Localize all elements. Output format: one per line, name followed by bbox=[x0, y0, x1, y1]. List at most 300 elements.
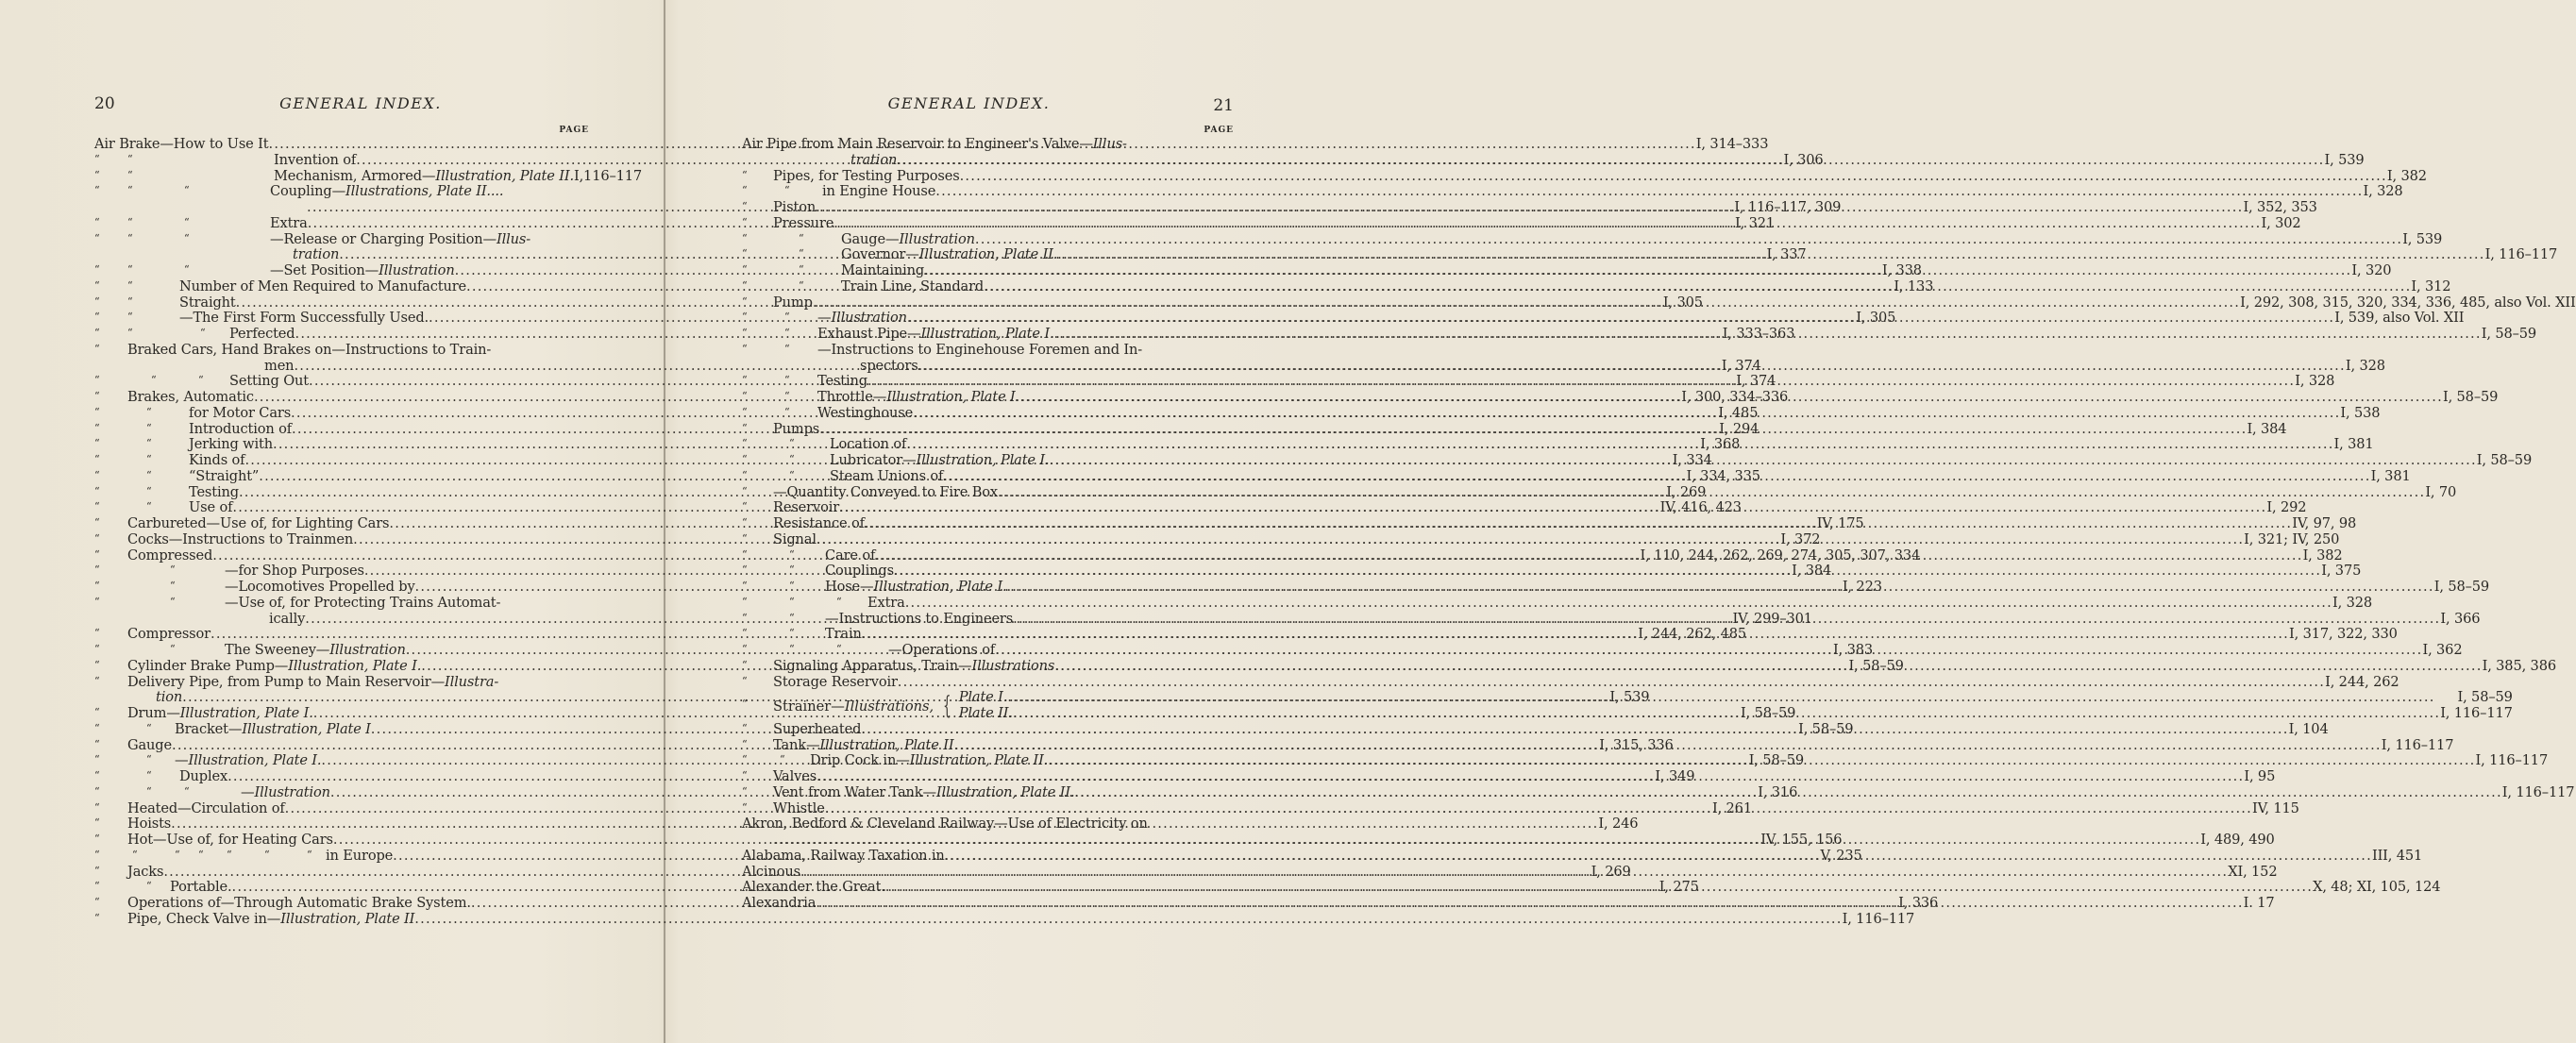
entry-text: Heated—Circulation of bbox=[127, 799, 285, 816]
entry-text: Akron, Bedford & Cleveland Railway—Use of Electricity on bbox=[742, 816, 1148, 833]
entry-italic-text: Illustration, Plate I bbox=[886, 389, 1016, 405]
entry-heading bbox=[742, 153, 897, 169]
page-reference: I, 485 bbox=[1718, 404, 1759, 421]
dot-leader bbox=[800, 865, 2228, 881]
entry-text: Signaling Apparatus, Train— bbox=[773, 657, 972, 674]
page-reference: I, 244, 262, 485 bbox=[1638, 626, 1747, 643]
entry-heading: “ “ Hose—Illustration, Plate I. bbox=[742, 579, 1007, 595]
entry-text: Train Line, Standard bbox=[841, 278, 985, 294]
entry-heading: “ “ Throttle—Illustration, Plate I bbox=[742, 389, 1016, 405]
entry-heading: “ Carbureted—Use of, for Lighting Cars bbox=[94, 515, 390, 531]
dot-leader bbox=[924, 263, 2351, 279]
page-reference: I, 384 bbox=[1792, 563, 1832, 580]
running-head: GENERAL INDEX. bbox=[887, 94, 1051, 112]
entry-text: Delivery Pipe, from Pump to Main Reservoir— bbox=[127, 673, 446, 690]
dot-leader bbox=[865, 516, 2292, 532]
entry-italic-text: tion bbox=[156, 689, 183, 706]
entry-heading: “ Pressure bbox=[742, 214, 834, 231]
entry-text: —Locomotives Propelled by bbox=[225, 579, 415, 595]
entry-heading: “ “ “ —Release or Charging Position—Illus- bbox=[94, 230, 531, 247]
dot-leader bbox=[1013, 612, 2440, 628]
dot-leader bbox=[861, 722, 2288, 738]
page-reference: I, 261 bbox=[1711, 799, 1752, 816]
dot-leader bbox=[817, 532, 2244, 548]
index-entry bbox=[94, 167, 643, 185]
entry-italic-text: Illustrations, bbox=[844, 698, 934, 715]
entry-text: Pipe, Check Valve in— bbox=[127, 910, 281, 927]
page-reference: I, 58–59 bbox=[2481, 326, 2537, 342]
entry-text: Coupling— bbox=[270, 183, 346, 200]
entry-text: Valves bbox=[773, 768, 817, 784]
entry-text: —Release or Charging Position— bbox=[270, 230, 497, 247]
entry-heading bbox=[742, 359, 918, 375]
entry-heading: “ Compressor bbox=[94, 626, 210, 643]
entry-heading: “ Compressed bbox=[94, 547, 213, 564]
entry-heading: “ “ Location of bbox=[742, 436, 907, 453]
entry-heading bbox=[94, 247, 339, 263]
page-reference: I, 539 bbox=[1609, 689, 1650, 706]
entry-heading: “ Gauge bbox=[94, 736, 172, 753]
page-reference: I, 116–117 bbox=[2475, 752, 2549, 769]
page-reference: I, 539 bbox=[2324, 151, 2365, 168]
entry-heading bbox=[742, 896, 816, 912]
entry-text: Gauge bbox=[127, 736, 172, 753]
index-entry bbox=[94, 184, 589, 200]
entry-heading: “ “ Use of bbox=[94, 499, 233, 516]
entry-text: Hose— bbox=[825, 579, 874, 595]
page-reference: IV, 115 bbox=[2251, 799, 2299, 816]
dot-leader bbox=[998, 485, 2425, 501]
entry-heading: “ “ “Straight” bbox=[94, 467, 260, 484]
entry-text: Location of bbox=[830, 436, 907, 453]
dot-leader bbox=[975, 232, 2402, 248]
entry-italic-text: Illustration bbox=[831, 310, 907, 327]
entry-heading: “ “ Train Line, Standard bbox=[742, 278, 985, 294]
entry-text: Alcinous bbox=[742, 863, 800, 880]
dot-leader bbox=[995, 643, 2422, 659]
entry-text: Pump bbox=[773, 294, 813, 311]
page-reference: I, 116–117, 309 bbox=[1734, 199, 1842, 215]
dot-leader bbox=[833, 216, 2261, 232]
entry-italic-text: Plate I. bbox=[958, 689, 1008, 706]
page-reference: I, 116–117 bbox=[2440, 705, 2513, 721]
sub-entry-label bbox=[959, 690, 1008, 706]
entry-text: Resistance of bbox=[773, 515, 865, 531]
page-reference: I, 292 bbox=[2266, 499, 2307, 516]
entry-heading: “ “ Mechanism, Armored—Illustration, Plate II. bbox=[94, 167, 574, 184]
entry-text: Testing bbox=[817, 373, 867, 390]
entry-heading: “ “ Governor—Illustration, Plate II. bbox=[742, 246, 1058, 263]
entry-text: —Quantity Conveyed to Fire Box bbox=[773, 483, 999, 500]
page-reference: I, 292, 308, 315, 320, 334, 336, 485, also Vol. XII bbox=[2240, 294, 2576, 311]
entry-heading: “ Operations of—Through Automatic Brake System. bbox=[94, 895, 471, 911]
dot-leader bbox=[817, 769, 2244, 785]
dot-leader bbox=[906, 437, 2333, 453]
entry-heading: “ “ “ —Set Position—Illustration bbox=[94, 262, 455, 278]
page-reference: I, 334 bbox=[1672, 452, 1712, 468]
entry-italic-text: Illustration, Plate I. bbox=[188, 752, 322, 769]
page-reference: I, 381 bbox=[2333, 436, 2374, 453]
entry-heading: “ Hot—Use of, for Heating Cars bbox=[94, 832, 333, 848]
entry-text: The Sweeney— bbox=[225, 642, 330, 658]
entry-italic-text: Illustration, Plate I. bbox=[179, 705, 313, 721]
dot-leader bbox=[816, 200, 2243, 216]
entry-italic-text: Illus- bbox=[1092, 136, 1127, 152]
entry-text: Strainer— bbox=[773, 698, 845, 715]
index-entry bbox=[742, 167, 2427, 185]
dot-leader bbox=[935, 184, 2363, 200]
dot-leader bbox=[905, 596, 2332, 612]
page-reference: I, 352, 353 bbox=[2243, 199, 2317, 215]
entry-text: — bbox=[241, 783, 255, 800]
entry-text: Governor— bbox=[841, 246, 919, 263]
entry-heading: “ “ Couplings bbox=[742, 563, 894, 580]
entry-text: Maintaining bbox=[841, 262, 925, 278]
page-reference: I, 305 bbox=[1856, 310, 1896, 327]
entry-text: Tank— bbox=[773, 736, 820, 753]
entry-text: Straight bbox=[179, 294, 236, 311]
entry-text: Throttle— bbox=[817, 389, 887, 405]
index-entry bbox=[94, 596, 589, 612]
entry-text: Westinghouse bbox=[817, 404, 914, 421]
entry-text: Extra bbox=[270, 214, 308, 231]
entry-heading: “ “ The Sweeney—Illustration bbox=[94, 642, 406, 658]
entry-heading: “ “ Westinghouse bbox=[742, 404, 914, 421]
entry-italic-text: tration bbox=[850, 151, 898, 168]
entry-heading bbox=[742, 865, 800, 881]
page-reference: I, 539 bbox=[2402, 230, 2443, 247]
entry-heading: “ Delivery Pipe, from Pump to Main Reservoir—Illustra- bbox=[94, 673, 499, 690]
entry-heading: “ Signaling Apparatus, Train—Illustrations bbox=[742, 657, 1055, 674]
page-reference: I, 58–59 bbox=[1798, 720, 1854, 737]
page-reference: I, 384 bbox=[2247, 420, 2287, 437]
page-reference: I, 385, 386 bbox=[2482, 657, 2556, 674]
entry-italic-text: Illustration, Plate II. bbox=[918, 246, 1058, 263]
entry-heading: “ Whistle bbox=[742, 799, 825, 816]
entry-heading: “ “ Straight bbox=[94, 294, 236, 311]
entry-heading: “ “ “ Coupling—Illustrations, Plate II.... bbox=[94, 183, 504, 200]
entry-italic-text: Illustration, Plate I bbox=[242, 720, 371, 737]
entry-text: Bracket— bbox=[175, 720, 243, 737]
entry-heading: “ Tank—Illustration, Plate II bbox=[742, 736, 954, 753]
page-reference: I, 110, 244, 262, 269, 274, 305, 307, 334 bbox=[1640, 547, 1921, 564]
page-reference: I, 489, 490 bbox=[2200, 832, 2275, 848]
page-reference: III, 451 bbox=[2371, 847, 2423, 864]
entry-text: —Set Position— bbox=[270, 262, 379, 278]
page-reference: I, 317, 322, 330 bbox=[2289, 626, 2398, 643]
entry-italic-text: Illustration, Plate II. bbox=[909, 752, 1049, 769]
page-reference: I, 374 bbox=[1736, 373, 1776, 390]
dot-leader bbox=[1006, 580, 2433, 596]
page-reference: I, 315, 336 bbox=[1599, 736, 1674, 753]
entry-text: — bbox=[817, 310, 832, 327]
entry-heading bbox=[742, 880, 885, 896]
entry-heading: “ “ Lubricator—Illustration, Plate I. bbox=[742, 452, 1050, 468]
entry-text: Reservoir bbox=[773, 499, 840, 516]
dot-leader bbox=[913, 406, 2340, 422]
entry-text: —Use of, for Protecting Trains Automat- bbox=[225, 594, 501, 611]
page-reference: I, 328 bbox=[2332, 594, 2372, 611]
entry-heading: “ “ —Instructions to Enginehouse Foremen and In- bbox=[742, 341, 1143, 358]
page-reference: I, 368 bbox=[1700, 436, 1741, 453]
page-reference: XI, 152 bbox=[2228, 863, 2278, 880]
index-entry bbox=[742, 594, 2372, 612]
page-column-label: PAGE bbox=[559, 126, 589, 135]
entry-text: Compressor bbox=[127, 626, 210, 643]
entry-text: in Europe bbox=[326, 847, 394, 864]
entry-heading: “ Braked Cars, Hand Brakes on—Instructions to Train- bbox=[94, 341, 492, 358]
entry-heading bbox=[742, 137, 1127, 153]
index-entry bbox=[94, 343, 589, 359]
page-reference: I, 366 bbox=[2440, 610, 2481, 627]
entry-heading: “ Jacks bbox=[94, 863, 164, 880]
entry-text: Alabama, Railway Taxation in bbox=[742, 847, 945, 864]
dot-leader bbox=[1057, 247, 2484, 263]
entry-text: Piston bbox=[773, 199, 817, 215]
entry-heading: “ “ “ Extra bbox=[94, 214, 308, 231]
entry-text: Introduction of bbox=[189, 420, 292, 437]
entry-text: Jerking with bbox=[189, 436, 273, 453]
entry-text: Lubricator— bbox=[830, 452, 917, 468]
entry-text: Pipes, for Testing Purposes bbox=[773, 167, 960, 184]
page-reference: I, 333–363 bbox=[1722, 326, 1795, 342]
entry-italic-text: Illustration bbox=[899, 230, 975, 247]
page-reference: I, 294 bbox=[1719, 420, 1759, 437]
entry-italic-text: Illustration, Plate I. bbox=[873, 579, 1007, 595]
entry-italic-text: tration bbox=[293, 246, 340, 263]
entry-heading: “ “ Kinds of bbox=[94, 452, 245, 468]
page-reference: I, 269 bbox=[1666, 483, 1707, 500]
entry-italic-text: Illustration, Plate II. bbox=[435, 167, 574, 184]
entry-heading: “ Pumps bbox=[742, 420, 820, 437]
page-reference: I, 312 bbox=[2411, 278, 2451, 294]
page-reference: I, 336 bbox=[1898, 895, 1939, 911]
entry-heading: “ Pipes, for Testing Purposes bbox=[742, 167, 960, 184]
dot-leader bbox=[898, 675, 2325, 691]
index-entry bbox=[742, 673, 2399, 691]
page-reference: I, 269 bbox=[1591, 863, 1631, 880]
entry-italic-text: Illustration, Plate II bbox=[819, 736, 954, 753]
index-entry bbox=[742, 816, 1234, 833]
entry-italic-text: Illustrations bbox=[971, 657, 1055, 674]
entry-text: Braked Cars, Hand Brakes on—Instructions to Train- bbox=[127, 341, 492, 358]
dot-leader bbox=[1013, 706, 2440, 722]
page-reference: IV, 299–301 bbox=[1732, 610, 1812, 627]
entry-text: Alexander the Great. bbox=[742, 879, 885, 896]
entry-text: Jacks bbox=[127, 863, 164, 880]
entry-text: Superheated bbox=[773, 720, 862, 737]
entry-heading: “ “ Care of bbox=[742, 547, 876, 564]
entry-text: Setting Out bbox=[229, 373, 309, 390]
page-reference: I, 320 bbox=[2351, 262, 2392, 278]
dot-leader bbox=[1053, 327, 2481, 343]
entry-heading: “ “ “ “ “ “ “ in Europe bbox=[94, 847, 394, 864]
dot-leader bbox=[1048, 753, 2475, 769]
index-entry bbox=[94, 910, 1915, 928]
dot-leader bbox=[825, 801, 2252, 817]
entry-text: Operations of—Through Automatic Brake System. bbox=[127, 895, 471, 911]
dot-leader bbox=[816, 896, 2243, 912]
entry-heading: “ “ Introduction of bbox=[94, 420, 292, 437]
entry-text: Alexandria bbox=[742, 895, 817, 911]
entry-italic-text: Illustrations, Plate II.... bbox=[345, 183, 504, 200]
sub-entry-label bbox=[959, 706, 1013, 722]
page-reference: I. 17 bbox=[2243, 895, 2275, 911]
entry-heading: “ Drum—Illustration, Plate I. bbox=[94, 705, 313, 721]
entry-heading: “ “ Testing bbox=[742, 373, 867, 390]
page-reference: I, 244, 262 bbox=[2325, 673, 2399, 690]
page-reference: I, 539, also Vol. XII bbox=[2334, 310, 2465, 327]
entry-heading: “ “ “ —Operations of bbox=[742, 642, 996, 658]
entry-text: spectors bbox=[860, 357, 918, 374]
page-reference: X, 48; XI, 105, 124 bbox=[2313, 879, 2441, 896]
entry-italic-text: Illustration, Plate I. bbox=[916, 452, 1050, 468]
page-number: 20 bbox=[94, 94, 115, 113]
page-reference: I, 382 bbox=[2386, 167, 2427, 184]
page-reference: I, 275 bbox=[1658, 879, 1699, 896]
dot-leader bbox=[897, 153, 2324, 169]
entry-text: Carbureted—Use of, for Lighting Cars bbox=[127, 515, 390, 531]
dot-leader bbox=[867, 374, 2295, 390]
entry-text: “Straight” bbox=[189, 467, 260, 484]
entry-heading bbox=[742, 849, 945, 865]
entry-italic-text: Illustration, Plate II. bbox=[935, 783, 1075, 800]
page-reference: I, 328 bbox=[2295, 373, 2335, 390]
entry-heading: “ “ “ —Illustration bbox=[94, 783, 330, 800]
entry-heading: “ “ Train bbox=[742, 626, 862, 643]
entry-heading: “ “ Exhaust Pipe—Illustration, Plate I. bbox=[742, 326, 1054, 342]
entry-heading: “ “ Gauge—Illustration bbox=[742, 230, 975, 247]
entry-text: Cocks—Instructions to Trainmen bbox=[127, 530, 354, 547]
entry-heading bbox=[742, 816, 1148, 833]
page-reference: I, 375 bbox=[2321, 563, 2362, 580]
entry-text: for Motor Cars bbox=[189, 404, 292, 421]
entry-text: Couplings bbox=[825, 563, 894, 580]
entry-text: — bbox=[175, 752, 189, 769]
page-reference: I, 302 bbox=[2261, 214, 2301, 231]
sub-entries bbox=[959, 690, 2513, 722]
entry-text: —Instructions to Enginehouse Foremen and In- bbox=[817, 341, 1143, 358]
page-reference: I, 95 bbox=[2244, 768, 2276, 784]
entry-italic-text: Plate II. bbox=[958, 705, 1013, 721]
page-reference: I, 316 bbox=[1758, 783, 1798, 800]
page-number: 21 bbox=[1213, 96, 1234, 115]
page-reference: I, 362 bbox=[2422, 642, 2463, 658]
entry-text: Pumps bbox=[773, 420, 820, 437]
page-column-label: PAGE bbox=[1204, 126, 1234, 135]
entry-text: —Operations of bbox=[888, 642, 996, 658]
page-reference: I, 116–117 bbox=[2501, 783, 2575, 800]
entry-heading: “ Pump bbox=[742, 294, 813, 311]
entry-text: Drum— bbox=[127, 705, 180, 721]
page-reference: I, 104 bbox=[2288, 720, 2329, 737]
entry-heading: “ “ Duplex bbox=[94, 768, 228, 784]
entry-text: Brakes, Automatic bbox=[127, 389, 254, 405]
entry-italic-text: Illustration, Plate I. bbox=[920, 326, 1054, 342]
entry-heading: “ Piston bbox=[742, 199, 817, 215]
page-reference: I, 314–333 bbox=[1695, 136, 1769, 152]
dot-leader bbox=[1007, 690, 2457, 706]
page-reference: I, 116–117 bbox=[2381, 736, 2454, 753]
dot-leader bbox=[953, 738, 2381, 754]
entry-heading bbox=[94, 690, 182, 706]
entry-text: Portable. bbox=[170, 879, 232, 896]
page-reference: I, 338 bbox=[1881, 262, 1922, 278]
entry-text: Perfected bbox=[229, 326, 295, 342]
entry-heading: “ Reservoir bbox=[742, 499, 840, 516]
entry-italic-text: Illustration, Plate I. bbox=[288, 657, 422, 674]
page-reference: IV, 175 bbox=[1816, 515, 1864, 531]
entry-text: Hoists bbox=[127, 816, 172, 833]
entry-text: —Instructions to Engineers bbox=[825, 610, 1014, 627]
page-reference: I, 58–59 bbox=[2433, 579, 2490, 595]
entry-heading bbox=[94, 612, 305, 628]
entry-text: —for Shop Purposes bbox=[225, 563, 364, 580]
index-entry bbox=[94, 675, 589, 691]
entry-text: in Engine House bbox=[822, 183, 936, 200]
dot-leader bbox=[984, 279, 2411, 295]
dot-leader bbox=[1016, 390, 2443, 406]
index-entry bbox=[742, 230, 2443, 248]
page-reference: I, 321 bbox=[1734, 214, 1775, 231]
entry-text: —The First Form Successfully Used. bbox=[179, 310, 429, 327]
page-reference: I, 321; IV, 250 bbox=[2244, 530, 2340, 547]
page-reference: I, 538 bbox=[2340, 404, 2381, 421]
entry-text: Vent from Water Tank— bbox=[773, 783, 936, 800]
dot-leader bbox=[960, 169, 2387, 185]
sub-entry bbox=[959, 706, 2513, 722]
entry-text: Kinds of bbox=[189, 452, 245, 468]
entry-heading: “ Strainer—Illustrations, bbox=[742, 697, 934, 715]
entry-text: Invention of bbox=[274, 151, 357, 168]
entry-text: Signal bbox=[773, 530, 817, 547]
dot-leader bbox=[839, 500, 2266, 516]
dot-leader bbox=[918, 359, 2346, 375]
dot-leader bbox=[907, 311, 2334, 327]
dot-leader bbox=[813, 295, 2240, 311]
page-reference: I, 328 bbox=[2363, 183, 2403, 200]
dot-leader bbox=[862, 627, 2289, 643]
entry-text: men bbox=[264, 357, 295, 374]
entry-heading: “ Brakes, Automatic bbox=[94, 389, 254, 405]
entry-text: Exhaust Pipe— bbox=[817, 326, 921, 342]
page-reference: V, 235 bbox=[1820, 847, 1862, 864]
index-entry bbox=[742, 343, 1234, 359]
entry-heading: “ Valves bbox=[742, 768, 817, 784]
entry-text: Extra bbox=[867, 594, 905, 611]
entry-heading: “ Superheated bbox=[742, 720, 862, 737]
page-reference: I, 374 bbox=[1721, 357, 1761, 374]
entry-heading: “ “ “ Perfected bbox=[94, 326, 295, 342]
entry-text: Storage Reservoir bbox=[773, 673, 898, 690]
entry-text: Hot—Use of, for Heating Cars bbox=[127, 832, 333, 848]
entry-heading: “ “ Maintaining bbox=[742, 262, 925, 278]
index-entry bbox=[94, 832, 1843, 849]
page-reference: I, 334, 335 bbox=[1686, 467, 1760, 484]
page-reference: I, 116–117 bbox=[2484, 246, 2558, 263]
entry-text: Whistle bbox=[773, 799, 825, 816]
entry-text: Number of Men Required to Manufacture bbox=[179, 278, 467, 294]
dot-leader bbox=[885, 880, 2313, 896]
entry-text: Air Brake—How to Use It bbox=[94, 136, 269, 152]
entry-heading: “ “ Number of Men Required to Manufacture bbox=[94, 278, 467, 294]
page-reference: I, 300, 334–336 bbox=[1681, 389, 1789, 405]
entry-text: Cylinder Brake Pump— bbox=[127, 657, 289, 674]
entry-heading: “ —Quantity Conveyed to Fire Box bbox=[742, 483, 999, 500]
entry-text: Mechanism, Armored— bbox=[274, 167, 436, 184]
entry-heading: “ Resistance of bbox=[742, 515, 865, 531]
entry-text: Pressure bbox=[773, 214, 834, 231]
